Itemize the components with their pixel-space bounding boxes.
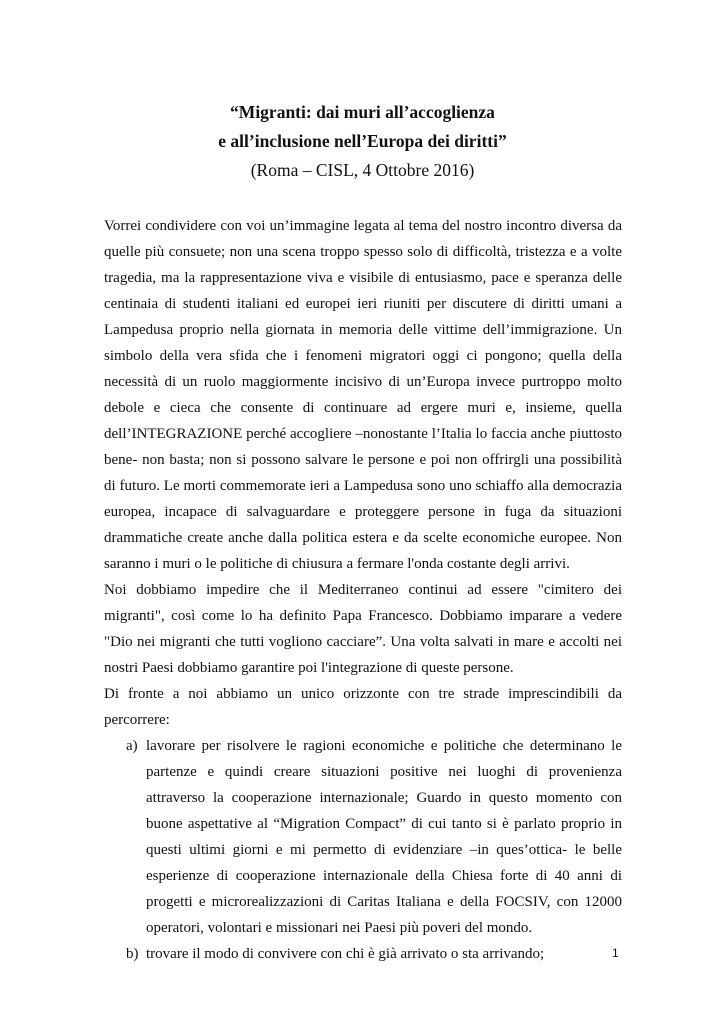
roads-list	[104, 733, 622, 967]
list-marker: b)	[126, 946, 139, 962]
paragraph-intro: Vorrei condividere con voi un’immagine legata al tema del nostro incontro diversa da quelle più consuete; non una scena troppo spesso solo di difficoltà, tristezza e a volte tragedia, ma la rappresentazione viva e visibile di entusiasmo, pace e speranza delle centinaia di studenti italiani ed europei ieri riuniti per discutere di diritti umani a Lampedusa proprio nella giornata in memoria delle vittime dell’immigrazione. Un simbolo della vera sfida che i fenomeni migratori oggi ci pongono; quella della necessità di un ruolo maggiormente incisivo di un’Europa invece purtroppo molto debole e cieca che consente di continuare ad ergere muri e, insieme, quella dell’INTEGRAZIONE perché accogliere –nonostante l’Italia lo faccia anche piuttosto bene- non basta; non si possono salvare le persone e poi non offrirgli una possibilità di futuro. Le morti commemorate ieri a Lampedusa sono uno schiaffo alla democrazia europea, incapace di salvaguardare e proteggere persone in fuga da situazioni drammatiche create anche dalla politica estera e da scelte economiche europee. Non saranno i muri o le politiche di chiusura a fermare l'onda costante degli arrivi.	[104, 218, 622, 572]
subtitle: (Roma – CISL, 4 Ottobre 2016)	[250, 160, 475, 180]
title-line-1: “Migranti: dai muri all’accoglienza	[230, 102, 495, 122]
list-item	[104, 941, 622, 967]
document-header	[60, 98, 665, 185]
paragraph-mediterranean: Noi dobbiamo impedire che il Mediterraneo continui ad essere "cimitero dei migranti", così come lo ha definito Papa Francesco. Dobbiamo imparare a vedere "Dio nei migranti che tutti vogliono cacciare”. Una volta salvati in mare e accolti nei nostri Paesi dobbiamo garantire poi l'integrazione di queste persone.	[104, 582, 622, 676]
title-line-2: e all’inclusione nell’Europa dei diritti”	[218, 131, 507, 151]
list-item	[104, 733, 622, 941]
document-body	[104, 213, 622, 967]
list-item-text: trovare il modo di convivere con chi è già arrivato o sta arrivando;	[146, 946, 545, 962]
paragraph-horizon: Di fronte a noi abbiamo un unico orizzonte con tre strade imprescindibili da percorrere:	[104, 686, 622, 728]
list-item-text: lavorare per risolvere le ragioni economiche e politiche che determinano le partenze e quindi creare situazioni positive nei luoghi di provenienza attraverso la cooperazione internazionale; Guardo in questo momento con buone aspettative al “Migration Compact” di cui tanto si è parlato proprio in questi ultimi giorni e mi permetto di evidenziare –in ques’ottica- le belle esperienze di cooperazione internazionale della Chiesa forte di 40 anni di progetti e microrealizzazioni di Caritas Italiana e della FOCSIV, con 12000 operatori, volontari e missionari nei Paesi più poveri del mondo.	[146, 738, 622, 936]
page-number: 1	[612, 946, 619, 960]
list-marker: a)	[126, 738, 138, 754]
